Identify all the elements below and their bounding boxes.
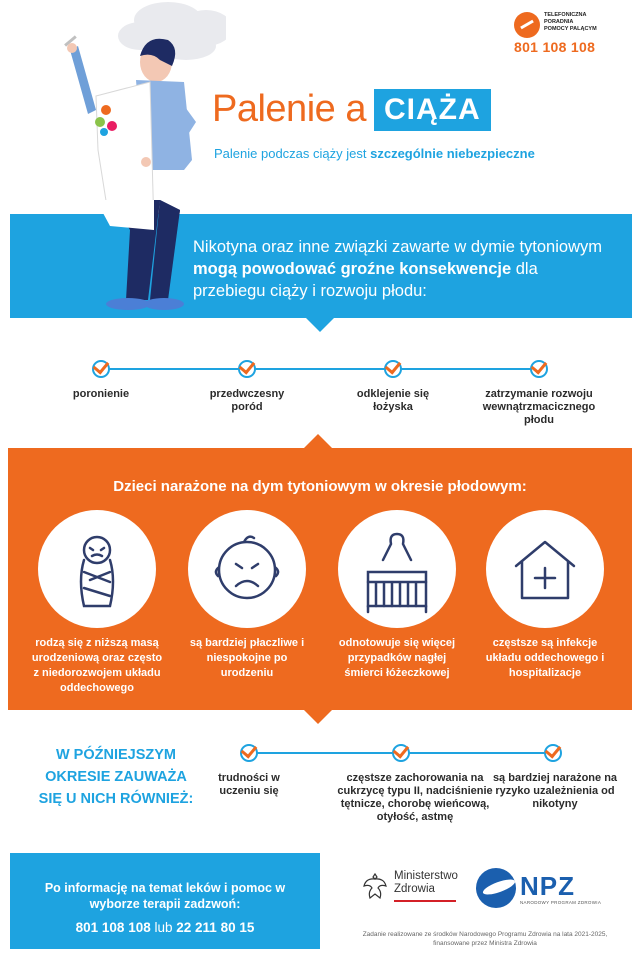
- npz-subtitle: NARODOWY PROGRAM ZDROWIA: [520, 899, 602, 905]
- risk-label: przedwczesny poród: [209, 388, 285, 413]
- crying-baby-face-icon: [188, 510, 306, 628]
- children-effect-text: odnotowuje się więcej przypadków nagłej śmierci łóżeczkowej: [338, 637, 456, 679]
- children-effect-text: rodzą się z niższą masą urodzeniową oraz często z niedorozwojem układu oddechowego: [31, 637, 163, 694]
- illustration-legs-overlay: [56, 200, 186, 312]
- icon-circle: [338, 510, 456, 628]
- later-label: trudności w uczeniu się: [218, 772, 280, 797]
- children-title: Dzieci narażone na dym tytoniowym w okresie płodowym:: [113, 478, 527, 495]
- risk-label: poronienie: [72, 388, 130, 400]
- check-icon: [384, 360, 402, 378]
- hotline-logo: [514, 12, 626, 55]
- check-icon: [544, 744, 562, 762]
- icon-circle: [188, 510, 306, 628]
- risk-label: zatrzymanie rozwoju wewnątrzmacicznego płodu: [482, 388, 596, 426]
- intro-part-2: dla przebiegu ciąży i rozwoju płodu:: [193, 260, 538, 300]
- eagle-emblem-icon: [362, 870, 388, 902]
- title-prefix: Palenie a: [212, 88, 366, 130]
- intro-bold: mogą powodować groźne konsekwencje: [193, 260, 512, 278]
- logo-line-3: POMOCY PALĄCYM: [544, 26, 597, 32]
- phone-separator: lub: [154, 920, 173, 935]
- npz-logo: [476, 868, 601, 908]
- check-icon: [240, 744, 258, 762]
- logo-line-1: TELEFONICZNA: [544, 12, 587, 18]
- ministry-underline: [394, 900, 456, 902]
- subtitle-bold: szczególnie niebezpieczne: [370, 146, 535, 161]
- later-label: są bardziej narażone na ryzyko uzależnienia od nikotyny: [492, 772, 618, 810]
- contact-phones: [24, 920, 306, 935]
- funding-note: Zadanie realizowane ze środków Narodowego Programu Zdrowia na lata 2021-2025, finansowane przez Ministra Zdrowia: [362, 931, 608, 947]
- children-effect-text: są bardziej płaczliwe i niespokojne po urodzeniu: [189, 637, 305, 679]
- page-subtitle: [214, 146, 535, 161]
- icon-circle: [38, 510, 156, 628]
- ministry-logo: [362, 870, 458, 902]
- check-icon: [530, 360, 548, 378]
- phone-number-1[interactable]: 801 108 108: [75, 920, 151, 935]
- contact-info: Po informację na temat leków i pomoc w wyborze terapii zadzwoń:: [44, 881, 286, 911]
- children-effect-text: częstsze są infekcje układu oddechowego i hospitalizacje: [485, 637, 605, 679]
- ministry-line-2: Zdrowia: [394, 883, 435, 895]
- risk-label: odklejenie się łożyska: [356, 388, 430, 413]
- check-icon: [238, 360, 256, 378]
- phone-number-2[interactable]: 22 211 80 15: [176, 920, 255, 935]
- icon-circle: [486, 510, 604, 628]
- check-icon: [392, 744, 410, 762]
- title-highlight: CIĄŻA: [374, 89, 491, 131]
- hospital-house-icon: [486, 510, 604, 628]
- intro-part-1: Nikotyna oraz inne związki zawarte w dymie tytoniowym: [193, 238, 602, 256]
- npz-emblem-icon: [476, 868, 516, 908]
- risks-timeline-line: [100, 368, 540, 370]
- crib-ribbon-icon: [338, 510, 456, 628]
- check-icon: [92, 360, 110, 378]
- logo-line-2: PORADNIA: [544, 19, 574, 25]
- swaddled-baby-icon: [38, 510, 156, 628]
- page-title: [212, 88, 491, 131]
- subtitle-normal: Palenie podczas ciąży jest: [214, 146, 367, 161]
- hotline-phone: 801 108 108: [514, 39, 596, 55]
- later-label: częstsze zachorowania na cukrzycę typu II, nadciśnienie tętnicze, chorobę wieńcową, otyłość, astmę: [337, 772, 493, 823]
- later-title: W PÓŹNIEJSZYM OKRESIE ZAUWAŻA SIĘ U NICH RÓWNIEŻ:: [38, 747, 194, 807]
- npz-name: NPZ: [520, 870, 575, 901]
- intro-text: [193, 236, 613, 302]
- no-smoking-hand-icon: [514, 12, 540, 38]
- ministry-line-1: Ministerstwo: [394, 870, 458, 882]
